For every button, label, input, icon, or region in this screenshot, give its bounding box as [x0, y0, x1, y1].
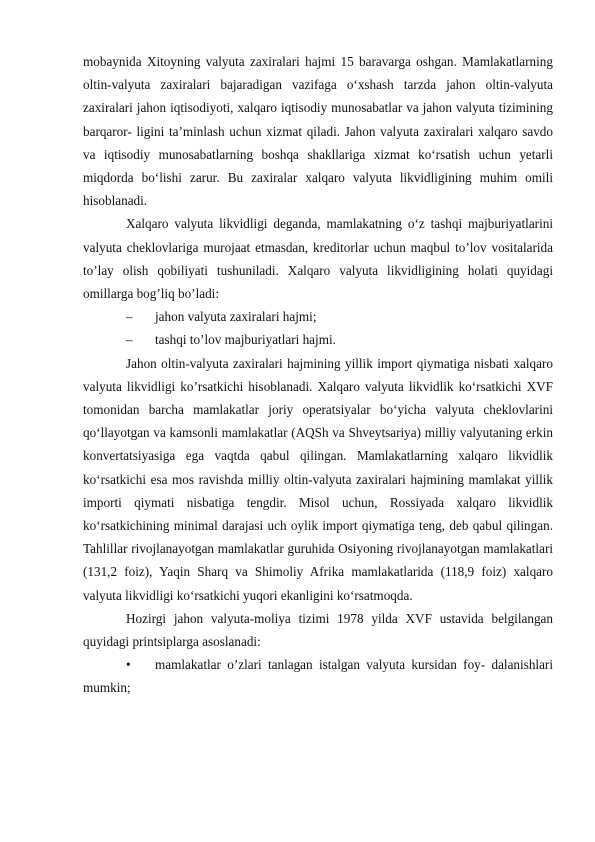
list-item-text: tashqi to’lov majburiyatlari hajmi. — [155, 332, 336, 348]
dash-marker: – — [126, 309, 133, 325]
paragraph-liquidity-indicator: Jahon oltin-valyuta zaxiralari hajmining yillik import qiymatiga nisbati xalqaro valyuta likvidligi ko’rsatkichi hisoblanadi. Xalqaro valyuta likvidlik ko‘rsatkichi XVF tomonidan barcha mamlakatlar joriy operatsiyalar bo‘yicha valyuta cheklovlarini qo‘llayotgan va kamsonli mamlakatlar (AQSh va Shveytsariya) milliy valyutaning erkin konvertatsiyasiga ega vaqtda qabul qilingan. Mamlakatlarning xalqaro likvidlik ko‘rsatkichi esa mos ravishda milliy oltin-valyuta zaxiralari hajmining mamlakat yillik importi qiymati nisbatiga tengdir. Misol uchun, Rossiyada xalqaro likvidlik ko‘rsatkichining minimal darajasi uch oylik import qiymatiga teng, deb qabul qilingan. Tahlillar rivojlanayotgan mamlakatlar guruhida Osiyoning rivojlanayotgan mamlakatlari (131,2 foiz), Yaqin Sharq va Shimoliy Afrika mamlakatlarida (118,9 foiz) xalqaro valyuta likvidligi ko‘rsatkichi yuqori ekanligini ko‘rsatmoqda. — [83, 355, 553, 603]
list-item-text: mamlakatlar o’zlari tanlagan istalgan valyuta kursidan foy- dalanishlari mumkin; — [83, 657, 553, 696]
document-body — [83, 50, 553, 700]
paragraph-principles-intro: Hozirgi jahon valyuta-moliya tizimi 1978 yilda XVF ustavida belgilangan quyidagi printsiplarga asoslanadi: — [83, 610, 553, 650]
list-item-text: jahon valyuta zaxiralari hajmi; — [155, 309, 317, 325]
bullet-marker: • — [126, 657, 131, 673]
paragraph-liquidity-definition: Xalqaro valyuta likvidligi deganda, mamlakatning o‘z tashqi majburiyatlarini valyuta cheklovlariga murojaat etmasdan, kreditorlar uchun maqbul to’lov vositalarida to’lay olish qobiliyati tushuniladi. Xalqaro valyuta likvidligining holati quyidagi omillarga bog’liq bo’ladi: — [83, 216, 553, 302]
list-item — [83, 305, 553, 328]
paragraph-continuation: mobaynida Xitoyning valyuta zaxiralari hajmi 15 baravarga oshgan. Mamlakatlarning oltin-valyuta zaxiralari bajaradigan vazifaga o‘xshash tarzda jahon oltin-valyuta zaxiralari jahon iqtisodiyoti, xalqaro iqtisodiy munosabatlar va jahon valyuta tizimining barqaror- ligini ta’minlash uchun xizmat qiladi. Jahon valyuta zaxiralari xalqaro savdo va iqtisodiy munosabatlarning boshqa shakllariga xizmat ko‘rsatish uchun yetarli miqdorda bo‘lishi zarur. Bu zaxiralar xalqaro valyuta likvidligining muhim omili hisoblanadi. — [83, 54, 553, 209]
dash-marker: – — [126, 332, 133, 348]
list-item — [83, 653, 553, 699]
list-item — [83, 328, 553, 351]
